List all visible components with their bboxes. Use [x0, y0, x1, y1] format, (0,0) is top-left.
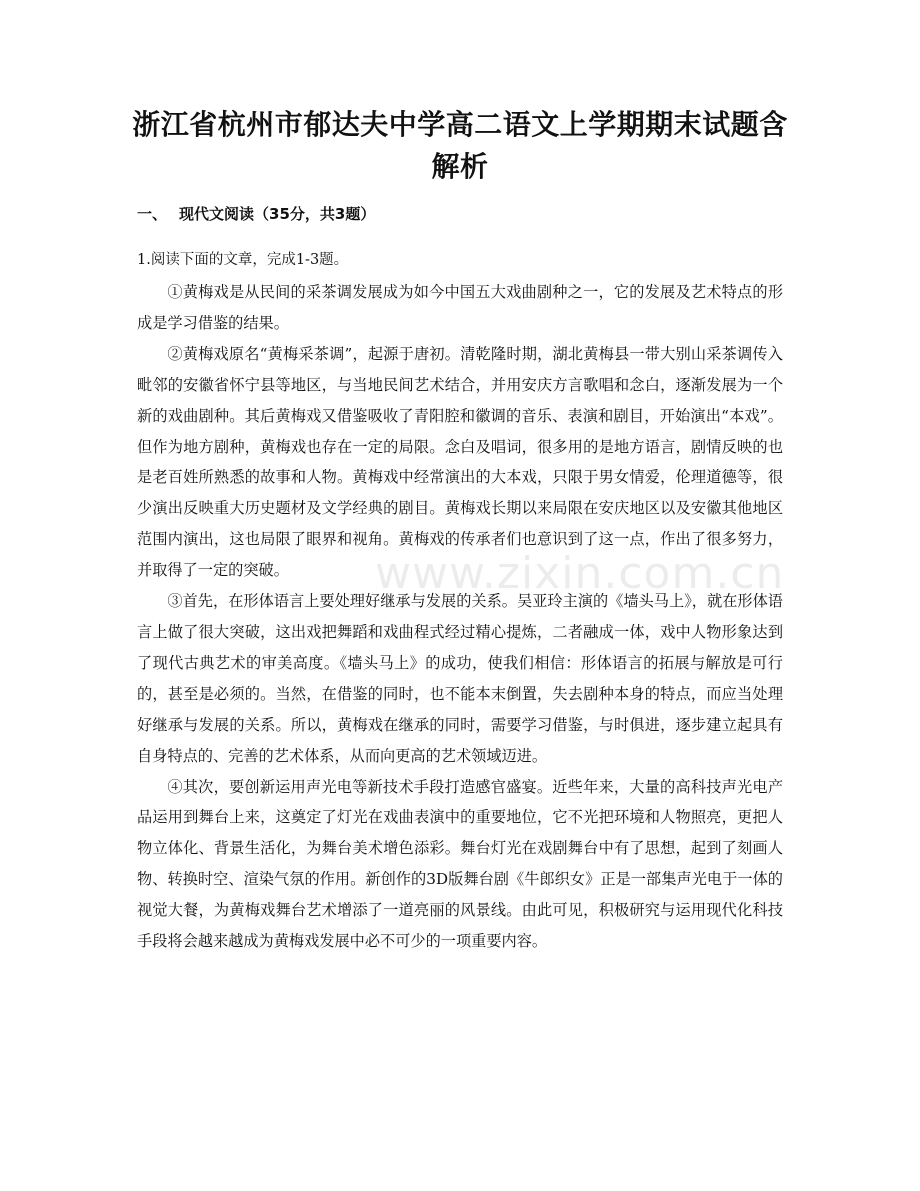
watermark: www.zixin.com.cn	[375, 548, 785, 599]
article-body	[137, 277, 783, 957]
section-number: 一、	[137, 205, 168, 223]
paragraph-3: ③首先，在形体语言上要处理好继承与发展的关系。吴亚玲主演的《墙头马上》，就在形体语言上做了很大突破，这出戏把舞蹈和戏曲程式经过精心提炼，二者融成一体，戏中人物形象达到了现代古典艺术的审美高度。《墙头马上》的成功，使我们相信：形体语言的拓展与解放是可行的，甚至是必须的。当然，在借鉴的同时，也不能本末倒置，失去剧种本身的特点，而应当处理好继承与发展的关系。所以，黄梅戏在继承的同时，需要学习借鉴，与时俱进，逐步建立起具有自身特点的、完善的艺术体系，从而向更高的艺术领域迈进。	[137, 592, 783, 765]
paragraph-4: ④其次，要创新运用声光电等新技术手段打造感官盛宴。近些年来，大量的高科技声光电产品运用到舞台上来，这奠定了灯光在戏曲表演中的重要地位，它不光把环境和人物照亮，更把人物立体化、背景生活化，为舞台美术增色添彩。舞台灯光在戏剧舞台中有了思想，起到了刻画人物、转换时空、渲染气氛的作用。新创作的3D版舞台剧《牛郎织女》正是一部集声光电于一体的视觉大餐，为黄梅戏舞台艺术增添了一道亮丽的风景线。由此可见，积极研究与运用现代化科技手段将会越来越成为黄梅戏发展中必不可少的一项重要内容。	[137, 777, 783, 951]
paragraph-2: ②黄梅戏原名“黄梅采茶调”，起源于唐初。清乾隆时期，湖北黄梅县一带大别山采茶调传入毗邻的安徽省怀宁县等地区，与当地民间艺术结合，并用安庆方言歌唱和念白，逐渐发展为一个新的戏曲剧种。其后黄梅戏又借鉴吸收了青阳腔和徽调的音乐、表演和剧目，开始演出“本戏”。但作为地方剧种，黄梅戏也存在一定的局限。念白及唱词，很多用的是地方语言，剧情反映的也是老百姓所熟悉的故事和人物。黄梅戏中经常演出的大本戏，只限于男女情爱，伦理道德等，很少演出反映重大历史题材及文学经典的剧目。黄梅戏长期以来局限在安庆地区以及安徽其他地区范围内演出，这也局限了眼界和视角。黄梅戏的传承者们也意识到了这一点，作出了很多努力，并取得了一定的突破。	[137, 344, 783, 580]
section-heading	[137, 202, 375, 226]
question-prompt: 1.阅读下面的文章，完成1-3题。	[137, 252, 349, 268]
section-label: 现代文阅读（35分，共3题）	[179, 205, 376, 223]
paragraph-1: ①黄梅戏是从民间的采茶调发展成为如今中国五大戏曲剧种之一，它的发展及艺术特点的形成是学习借鉴的结果。	[137, 283, 783, 332]
document-title: 浙江省杭州市郁达夫中学高二语文上学期期末试题含解析	[132, 108, 788, 183]
